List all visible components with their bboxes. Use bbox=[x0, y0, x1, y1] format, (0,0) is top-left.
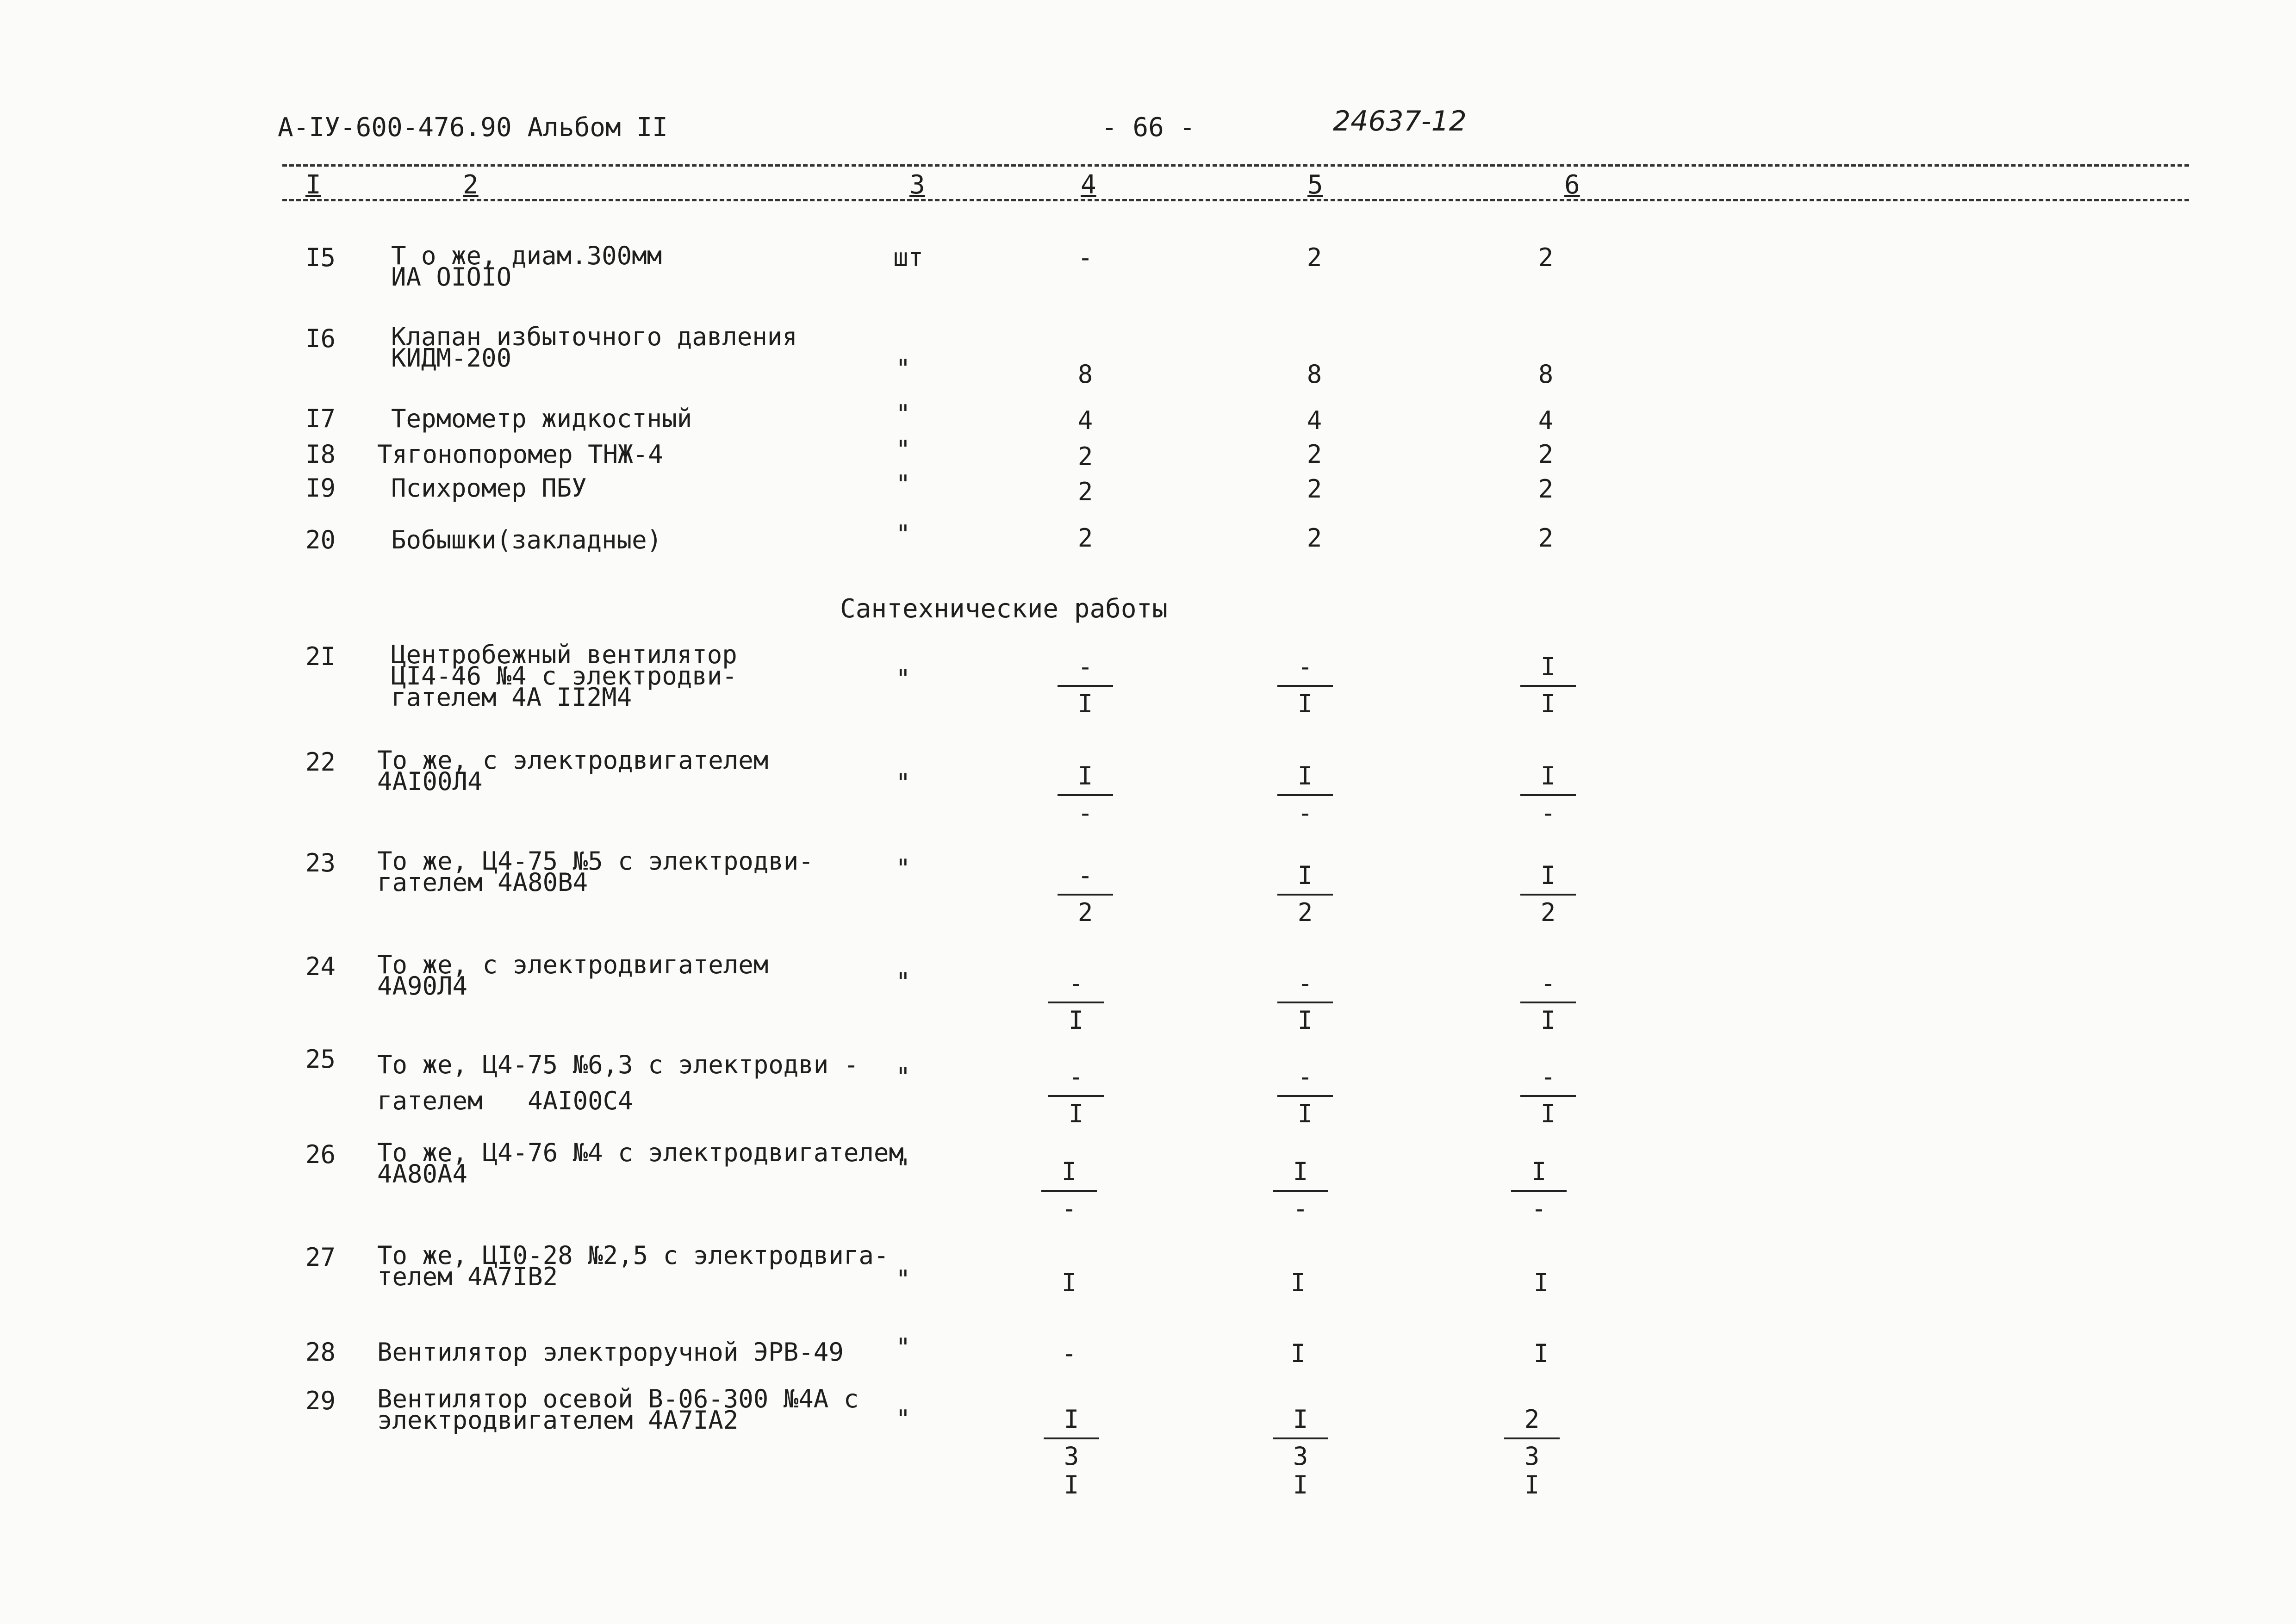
column-header-4: 4 bbox=[1081, 170, 1096, 200]
row-number: 28 bbox=[305, 1338, 336, 1367]
row-col5: 2 bbox=[1307, 440, 1322, 469]
row-number: 29 bbox=[305, 1386, 336, 1415]
row-number: 27 bbox=[305, 1243, 336, 1272]
row-col5: 8 bbox=[1307, 360, 1322, 389]
row-unit: " bbox=[896, 1333, 911, 1362]
row-col4: I bbox=[1061, 1268, 1077, 1297]
row-name: Клапан избыточного давления КИДМ-200 bbox=[391, 322, 797, 373]
page-number: - 66 - bbox=[1101, 112, 1195, 143]
row-name: То же, ЦI0-28 №2,5 с электродвига- телем 4А7IВ2 bbox=[377, 1241, 889, 1291]
row-col4: 4 bbox=[1077, 406, 1093, 435]
row-unit: " bbox=[896, 520, 911, 549]
row-col4: - bbox=[1061, 1339, 1077, 1368]
row-col4: - bbox=[1077, 243, 1093, 272]
row-col4: 2 bbox=[1077, 477, 1093, 506]
row-name: Бобышки(закладные) bbox=[391, 525, 662, 554]
row-col6: 2 bbox=[1538, 440, 1554, 469]
row-name: То же, Ц4-76 №4 с электродвигателем 4А80А4 bbox=[377, 1138, 904, 1188]
column-header-6: 6 bbox=[1564, 170, 1580, 200]
fraction-col6: I - bbox=[1513, 764, 1583, 861]
row-number: I7 bbox=[305, 404, 336, 433]
row-name: Психромер ПБУ bbox=[391, 473, 587, 503]
row-col6: I bbox=[1533, 1339, 1549, 1368]
row-number: 24 bbox=[305, 952, 336, 981]
row-name: То же, Ц4-75 №6,3 с электродви - гателем 4АI00С4 bbox=[377, 1050, 859, 1115]
column-header-3: 3 bbox=[909, 170, 925, 200]
row-unit: " bbox=[896, 470, 911, 499]
row-unit: " bbox=[896, 399, 911, 429]
header-rule-bottom bbox=[282, 199, 2189, 201]
column-header-5: 5 bbox=[1307, 170, 1323, 200]
row-col5: 2 bbox=[1307, 523, 1322, 553]
column-header-2: 2 bbox=[463, 170, 479, 200]
row-unit: " bbox=[896, 664, 911, 693]
row-number: 23 bbox=[305, 848, 336, 877]
row-unit: " bbox=[896, 1154, 911, 1183]
row-name: Тягонопоромер ТНЖ-4 bbox=[377, 440, 663, 469]
row-unit: " bbox=[896, 967, 911, 996]
row-col4: 2 bbox=[1077, 523, 1093, 553]
row-col5: I bbox=[1290, 1339, 1306, 1368]
row-unit: " bbox=[896, 1265, 911, 1294]
row-col4: 2 bbox=[1077, 442, 1093, 471]
row-col5: 2 bbox=[1307, 474, 1322, 504]
document-code: А-IУ-600-476.90 Альбом II bbox=[278, 112, 668, 143]
row-unit: " bbox=[896, 1062, 911, 1091]
row-number: 22 bbox=[305, 747, 336, 777]
fraction-col4: - I bbox=[1041, 1064, 1111, 1162]
fraction-col5: I 3 I bbox=[1266, 1407, 1335, 1504]
row-col6: 2 bbox=[1538, 474, 1554, 504]
row-col6: 4 bbox=[1538, 406, 1554, 435]
row-col5: 4 bbox=[1307, 406, 1322, 435]
row-number: 25 bbox=[305, 1045, 336, 1074]
row-name: Вентилятор электроручной ЭРВ-49 bbox=[377, 1338, 844, 1367]
fraction-col6: - I bbox=[1513, 1064, 1583, 1162]
row-col6: 8 bbox=[1538, 360, 1554, 389]
row-number: I5 bbox=[305, 243, 336, 272]
fraction-col5: - I bbox=[1270, 1064, 1340, 1162]
row-unit: " bbox=[896, 854, 911, 883]
row-name: Т о же, диам.300мм ИА OIOIO bbox=[391, 241, 662, 292]
row-col5: 2 bbox=[1307, 243, 1322, 272]
column-header-1: I bbox=[305, 170, 321, 200]
fraction-col5: - I bbox=[1270, 654, 1340, 752]
fraction-col4: - I bbox=[1051, 654, 1120, 752]
fraction-col6: I - bbox=[1504, 1159, 1574, 1257]
row-col4: 8 bbox=[1077, 360, 1093, 389]
row-col6: 2 bbox=[1538, 523, 1554, 553]
fraction-col4: I - bbox=[1034, 1159, 1104, 1257]
fraction-col4: - 2 bbox=[1051, 863, 1120, 960]
row-col6: I bbox=[1533, 1268, 1549, 1297]
fraction-col5: I - bbox=[1266, 1159, 1335, 1257]
row-number: I8 bbox=[305, 440, 336, 469]
row-unit: шт bbox=[893, 243, 924, 272]
row-name: Термометр жидкостный bbox=[391, 404, 692, 433]
fraction-col5: I 2 bbox=[1270, 863, 1340, 960]
row-name: То же, с электродвигателем 4АI00Л4 bbox=[377, 746, 769, 796]
row-unit: " bbox=[896, 354, 911, 383]
fraction-col6: I I bbox=[1513, 654, 1583, 752]
row-unit: " bbox=[896, 435, 911, 464]
fraction-col4: I - bbox=[1051, 764, 1120, 861]
fraction-col4: - I bbox=[1041, 971, 1111, 1068]
fraction-col5: I - bbox=[1270, 764, 1340, 861]
fraction-col5: - I bbox=[1270, 971, 1340, 1068]
row-unit: " bbox=[896, 1405, 911, 1434]
row-name: Центробежный вентилятор ЦI4-46 №4 с электродви- гателем 4А II2М4 bbox=[391, 640, 737, 712]
row-number: I9 bbox=[305, 473, 336, 503]
row-name: То же, с электродвигателем 4А90Л4 bbox=[377, 950, 769, 1001]
fraction-col6: 2 3 I bbox=[1497, 1407, 1567, 1504]
row-name: Вентилятор осевой В-06-300 №4А с электродвигателем 4А7IА2 bbox=[377, 1384, 859, 1435]
row-number: 26 bbox=[305, 1140, 336, 1169]
fraction-col6: I 2 bbox=[1513, 863, 1583, 960]
handwritten-reference: 24637-12 bbox=[1333, 105, 1467, 137]
header-rule-top bbox=[282, 164, 2189, 167]
row-number: I6 bbox=[305, 324, 336, 353]
row-number: 20 bbox=[305, 525, 336, 554]
fraction-col4: I 3 I bbox=[1037, 1407, 1106, 1504]
fraction-col6: - I bbox=[1513, 971, 1583, 1068]
section-title: Сантехнические работы bbox=[840, 594, 1168, 624]
row-number: 2I bbox=[305, 642, 336, 671]
row-unit: " bbox=[896, 768, 911, 797]
row-name: То же, Ц4-75 №5 с электродви- гателем 4А80В4 bbox=[377, 846, 814, 897]
row-col6: 2 bbox=[1538, 243, 1554, 272]
row-col5: I bbox=[1290, 1268, 1306, 1297]
